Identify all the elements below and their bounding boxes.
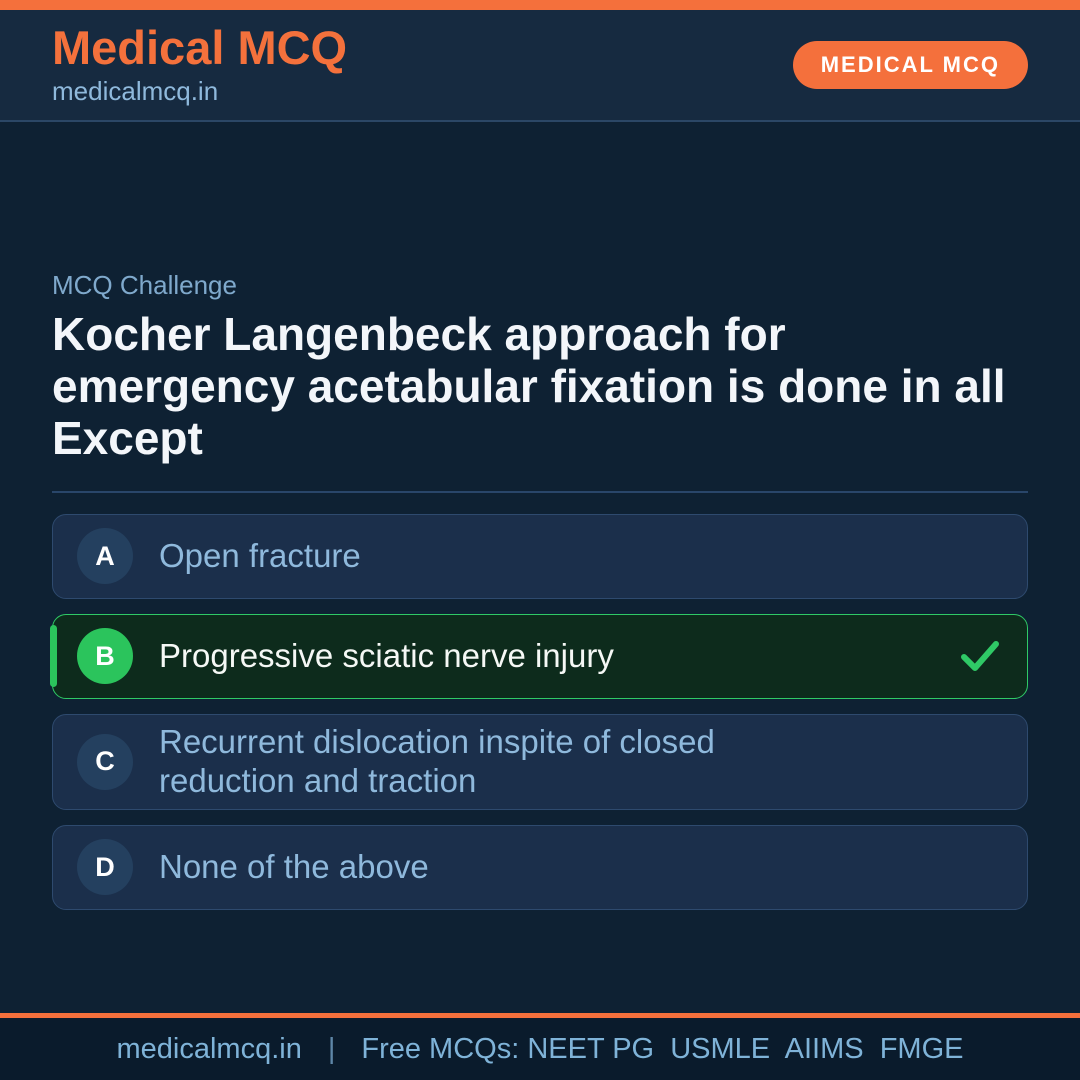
footer (0, 1013, 1080, 1080)
header (0, 10, 1080, 122)
option-b[interactable] (52, 614, 1028, 699)
checkmark-icon (959, 639, 1001, 673)
option-c-letter-badge: C (77, 734, 133, 790)
option-c-label: Recurrent dislocation inspite of closed reduction and traction (159, 722, 715, 799)
footer-site: medicalmcq.in (116, 1032, 302, 1065)
question-text: Kocher Langenbeck approach for emergency acetabular fixation is done in all Except (52, 308, 1006, 464)
main-content (0, 270, 1080, 910)
question-eyebrow: MCQ Challenge (52, 270, 237, 300)
question-divider (52, 491, 1028, 493)
brand-badge: MEDICAL MCQ (793, 41, 1028, 89)
brand-title: Medical MCQ (52, 21, 348, 75)
option-a-letter-badge: A (77, 528, 133, 584)
option-d-letter-badge: D (77, 839, 133, 895)
option-d-label: None of the above (159, 847, 429, 885)
option-c[interactable] (52, 714, 1028, 810)
option-a-label: Open fracture (159, 536, 361, 574)
options-list (52, 514, 1028, 910)
brand (52, 23, 347, 106)
footer-tagline: Free MCQs: NEET PG USMLE AIIMS FMGE (361, 1032, 964, 1065)
option-b-letter-badge: B (77, 628, 133, 684)
option-d[interactable] (52, 825, 1028, 910)
brand-url: medicalmcq.in (52, 75, 219, 106)
footer-separator: | (327, 1032, 336, 1065)
top-accent-bar (0, 0, 1080, 10)
option-a[interactable] (52, 514, 1028, 599)
option-b-label: Progressive sciatic nerve injury (159, 636, 614, 674)
